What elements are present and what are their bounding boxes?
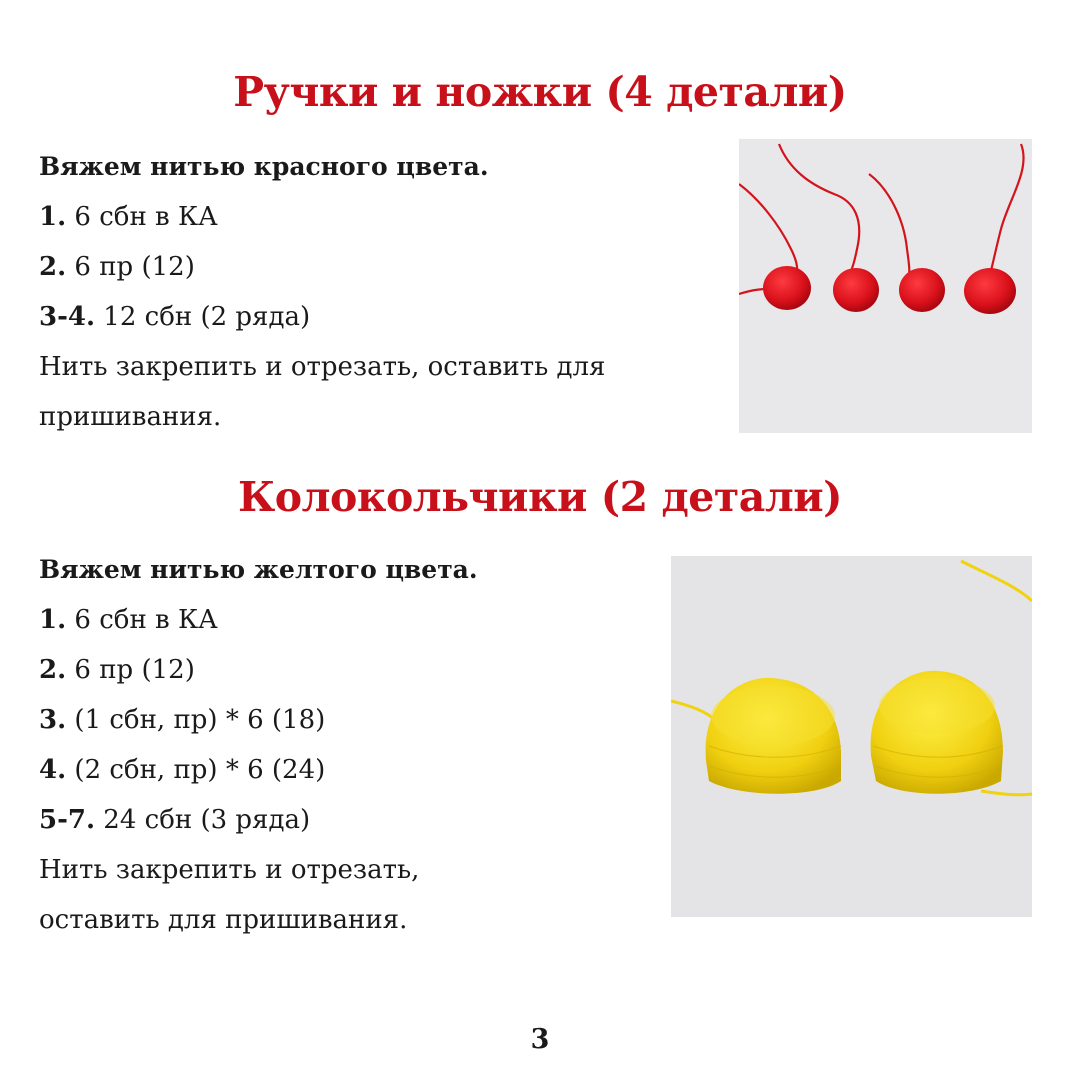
step-row — [39, 795, 659, 845]
step-number: 4. — [39, 755, 67, 785]
step-row — [39, 745, 659, 795]
step-number: 3-4. — [39, 302, 96, 332]
section-title-bells: Колокольчики (2 детали) — [237, 473, 843, 521]
step-row — [39, 645, 659, 695]
step-text: 24 сбн (3 ряда) — [95, 805, 311, 835]
step-number: 1. — [39, 202, 67, 232]
step-text: 6 пр (12) — [66, 252, 195, 282]
step-text: 12 сбн (2 ряда) — [95, 302, 311, 332]
yarn-instruction: Вяжем нитью желтого цвета. — [39, 555, 478, 584]
step-row — [39, 595, 659, 645]
step-text: 6 пр (12) — [66, 655, 195, 685]
finish-note: Нить закрепить и отрезать, оставить для — [39, 352, 606, 382]
step-text: 6 сбн в КА — [66, 605, 218, 635]
step-number: 1. — [39, 605, 67, 635]
finish-note-cont: оставить для пришивания. — [39, 905, 408, 935]
step-text: 6 сбн в КА — [66, 202, 218, 232]
step-row — [39, 695, 659, 745]
finish-note-cont: пришивания. — [39, 402, 222, 432]
step-row — [39, 192, 719, 242]
page-number: 3 — [530, 1024, 550, 1055]
step-number: 5-7. — [39, 805, 96, 835]
instructions-arms-legs — [39, 142, 719, 442]
red-balls-photo — [739, 139, 1032, 433]
yarn-instruction: Вяжем нитью красного цвета. — [39, 152, 489, 181]
step-text: (1 сбн, пр) * 6 (18) — [66, 705, 326, 735]
yellow-bells-photo — [671, 556, 1032, 917]
step-row — [39, 292, 719, 342]
step-number: 2. — [39, 655, 67, 685]
step-number: 2. — [39, 252, 67, 282]
step-row — [39, 242, 719, 292]
step-number: 3. — [39, 705, 67, 735]
finish-note: Нить закрепить и отрезать, — [39, 855, 420, 885]
instructions-bells — [39, 545, 659, 945]
step-text: (2 сбн, пр) * 6 (24) — [66, 755, 326, 785]
section-title-arms-legs: Ручки и ножки (4 детали) — [233, 68, 847, 116]
